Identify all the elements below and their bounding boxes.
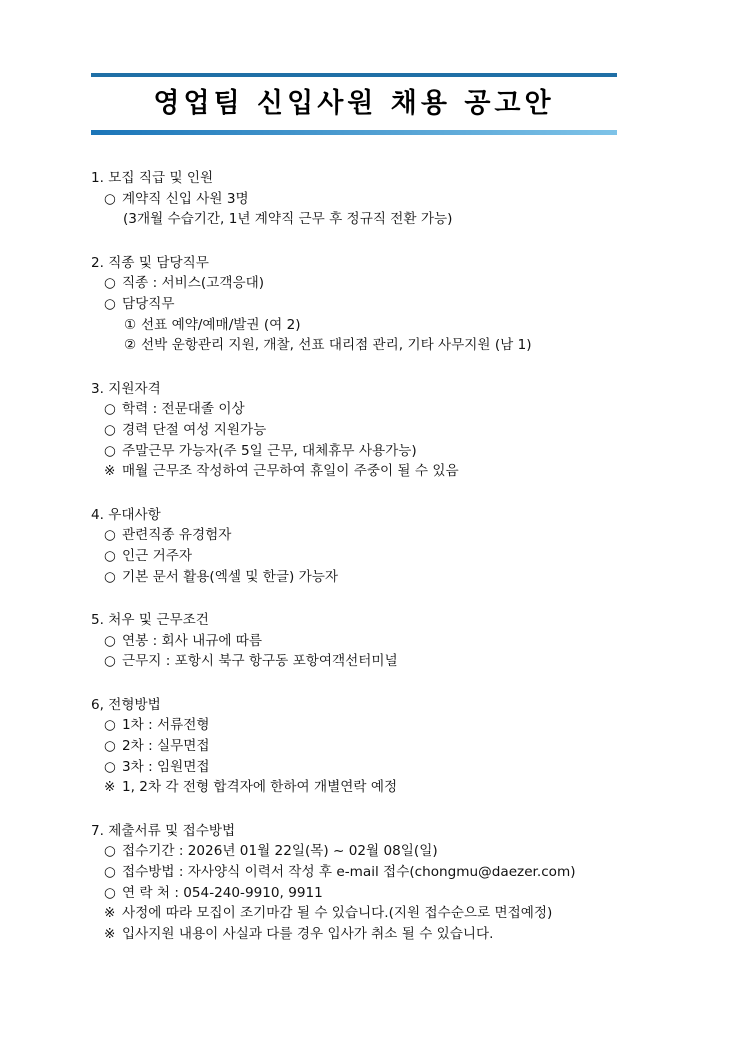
circle-bullet-icon: ○ xyxy=(104,568,116,585)
document-title: 영업팀 신입사원 채용 공고안 xyxy=(153,88,555,119)
circle-bullet-icon: ○ xyxy=(104,421,116,438)
circle-bullet-icon: ○ xyxy=(104,275,116,292)
circle-bullet-icon: ○ xyxy=(104,547,116,564)
circle-bullet-icon: ○ xyxy=(104,758,116,775)
section-selection xyxy=(91,695,711,798)
circle-bullet-icon: ○ xyxy=(104,843,116,860)
circle-bullet-icon: ○ xyxy=(104,401,116,418)
list-subitem xyxy=(91,335,711,356)
section-heading: 6, 전형방법 xyxy=(91,696,161,713)
list-item xyxy=(91,546,711,567)
circle-bullet-icon: ○ xyxy=(104,653,116,670)
list-item-text: 근무지 : 포항시 북구 항구동 포항여객선터미널 xyxy=(122,653,398,670)
list-item xyxy=(91,736,711,757)
list-item-text: 연봉 : 회사 내규에 따름 xyxy=(122,632,263,649)
section-heading: 1. 모집 직급 및 인원 xyxy=(91,170,214,186)
section-conditions xyxy=(91,610,711,672)
list-item-text: 관련직종 유경험자 xyxy=(122,527,232,544)
list-item-note xyxy=(91,209,711,230)
list-item xyxy=(91,883,711,904)
section-heading: 7. 제출서류 및 접수방법 xyxy=(91,822,236,839)
section-heading: 2. 직종 및 담당직무 xyxy=(91,254,209,271)
circle-bullet-icon: ○ xyxy=(104,717,116,734)
list-item-text: 선표 예약/예매/발권 (여 2) xyxy=(141,316,301,333)
list-item-text: 인근 거주자 xyxy=(122,547,192,564)
list-item-text: 선박 운항관리 지원, 개찰, 선표 대리점 관리, 기타 사무지원 (남 1) xyxy=(141,337,532,354)
reference-mark-icon: ※ xyxy=(104,905,116,922)
circle-bullet-icon: ○ xyxy=(104,295,116,312)
section-job-duties xyxy=(91,253,711,356)
list-item-text: 사정에 따라 모집이 조기마감 될 수 있습니다.(지원 접수순으로 면접예정) xyxy=(122,905,553,922)
section-heading: 3. 지원자격 xyxy=(91,380,161,397)
list-item xyxy=(91,841,711,862)
list-note xyxy=(91,903,711,924)
list-item-text: 학력 : 전문대졸 이상 xyxy=(122,401,245,418)
list-item-text: 담당직무 xyxy=(122,295,175,312)
list-item xyxy=(91,189,711,210)
circle-bullet-icon: ○ xyxy=(104,884,116,901)
list-item-text: 접수방법 : 자사양식 이력서 작성 후 e-mail 접수(chongmu@daezer.com) xyxy=(122,864,576,881)
list-item xyxy=(91,567,711,588)
list-item xyxy=(91,525,711,546)
list-item-text: 계약직 신입 사원 3명 xyxy=(122,190,249,207)
title-bottom-rule xyxy=(91,130,617,135)
list-item-text: 경력 단절 여성 지원가능 xyxy=(122,421,267,438)
list-item xyxy=(91,420,711,441)
reference-mark-icon: ※ xyxy=(104,779,116,796)
document-body xyxy=(91,168,711,967)
list-item-text: 기본 문서 활용(엑셀 및 한글) 가능자 xyxy=(122,568,339,585)
section-application xyxy=(91,821,711,945)
list-item xyxy=(91,757,711,778)
list-note xyxy=(91,461,711,482)
list-item-text: 1차 : 서류전형 xyxy=(122,717,210,734)
circle-bullet-icon: ○ xyxy=(104,527,116,544)
list-item-text: 직종 : 서비스(고객응대) xyxy=(122,275,265,292)
list-item-text: 매월 근무조 작성하여 근무하여 휴일이 주중이 될 수 있음 xyxy=(122,463,459,480)
list-subitem xyxy=(91,315,711,336)
list-item xyxy=(91,399,711,420)
list-item xyxy=(91,441,711,462)
list-item-text: 1, 2차 각 전형 합격자에 한하여 개별연락 예정 xyxy=(122,779,398,796)
circle-bullet-icon: ○ xyxy=(104,442,116,459)
list-item-text: 연 락 처 : 054-240-9910, 9911 xyxy=(122,884,323,901)
list-note xyxy=(91,924,711,945)
circled-one-icon: ① xyxy=(124,316,137,333)
list-item xyxy=(91,862,711,883)
circle-bullet-icon: ○ xyxy=(104,190,116,207)
list-note xyxy=(91,777,711,798)
list-item-text: 접수기간 : 2026년 01월 22일(목) ~ 02월 08일(일) xyxy=(122,843,438,860)
list-item-text: 주말근무 가능자(주 5일 근무, 대체휴무 사용가능) xyxy=(122,442,417,459)
list-item xyxy=(91,651,711,672)
list-item xyxy=(91,273,711,294)
list-item xyxy=(91,631,711,652)
list-item xyxy=(91,715,711,736)
reference-mark-icon: ※ xyxy=(104,463,116,480)
section-heading: 5. 처우 및 근무조건 xyxy=(91,612,209,629)
circle-bullet-icon: ○ xyxy=(104,864,116,881)
section-preferences xyxy=(91,505,711,587)
section-qualifications xyxy=(91,379,711,482)
circle-bullet-icon: ○ xyxy=(104,738,116,755)
title-top-rule xyxy=(91,73,617,77)
list-item-text: (3개월 수습기간, 1년 계약직 근무 후 정규직 전환 가능) xyxy=(123,211,453,228)
list-item-text: 2차 : 실무면접 xyxy=(122,738,210,755)
circle-bullet-icon: ○ xyxy=(104,632,116,649)
section-recruitment xyxy=(91,168,711,230)
list-item-text: 입사지원 내용이 사실과 다를 경우 입사가 취소 될 수 있습니다. xyxy=(122,925,494,942)
section-heading: 4. 우대사항 xyxy=(91,506,161,523)
circled-two-icon: ② xyxy=(124,337,137,354)
reference-mark-icon: ※ xyxy=(104,925,116,942)
list-item-text: 3차 : 임원면접 xyxy=(122,758,210,775)
list-item xyxy=(91,294,711,315)
